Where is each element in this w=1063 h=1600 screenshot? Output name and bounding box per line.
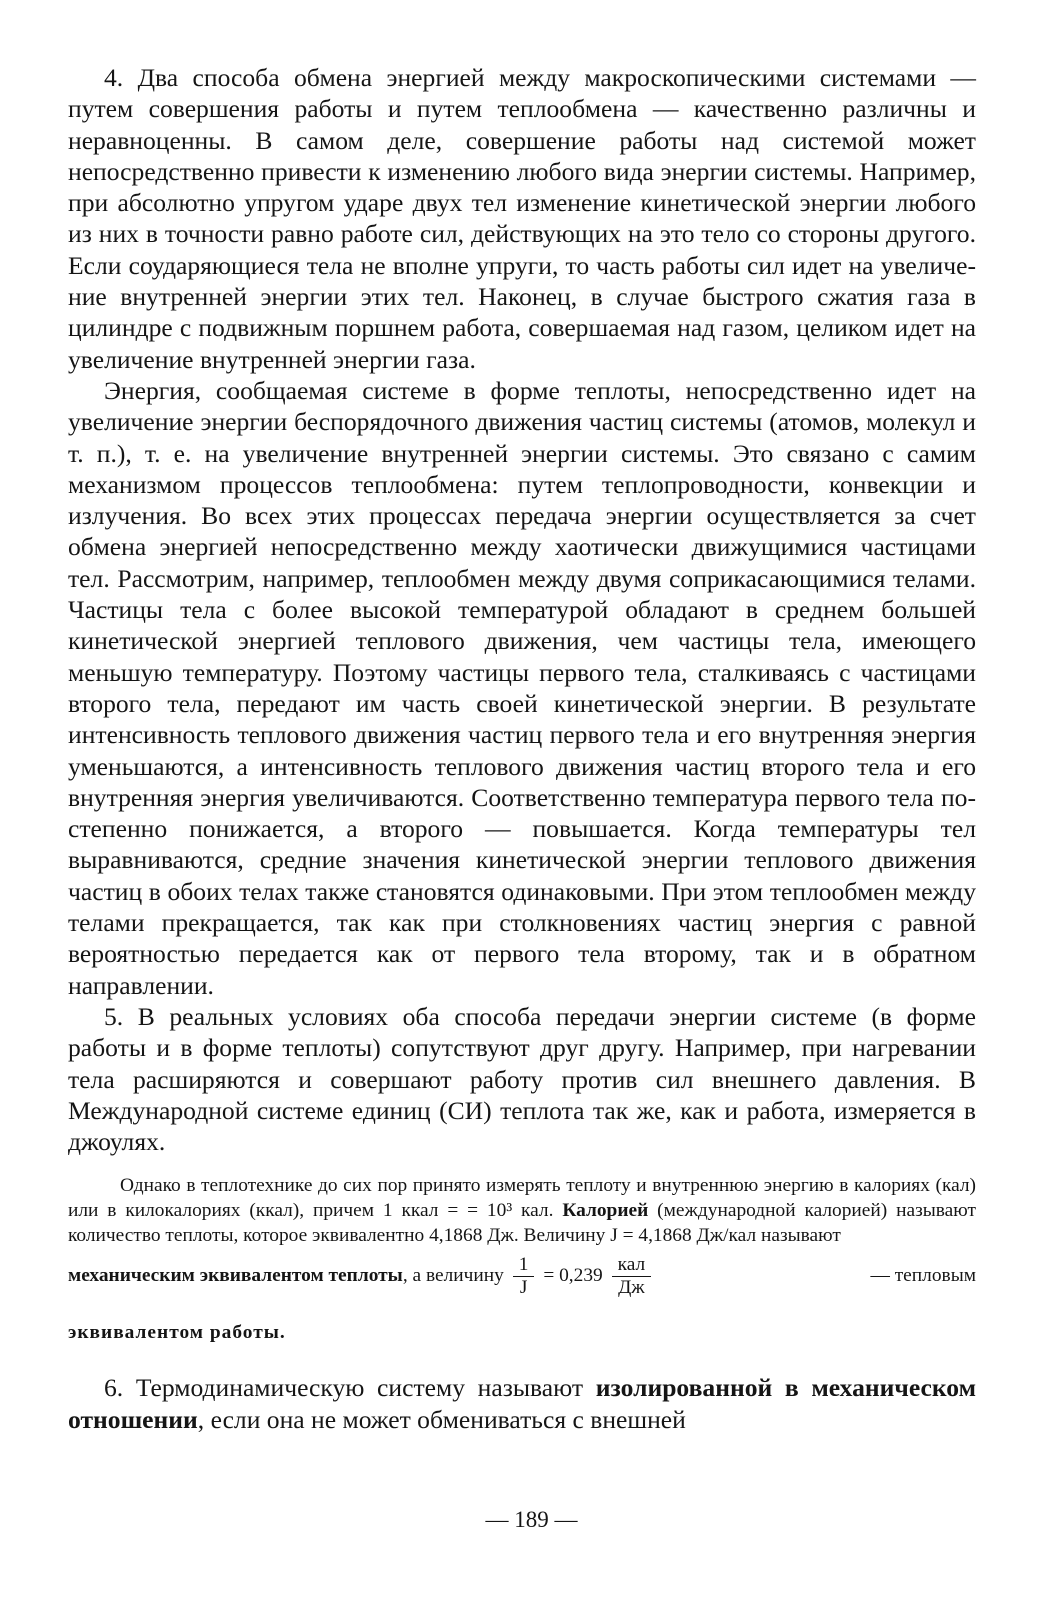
note-calorie-definition: (международной калорией) называют количество теплоты, которое эквивалентно 4,1868 Дж. Величину J = 4,1868 Дж/кал называют: [68, 1200, 976, 1247]
page-body: [68, 62, 976, 1435]
fraction-denominator: J: [519, 1276, 528, 1298]
paragraph-6-tail: , если она не может обмениваться с внешней: [197, 1404, 686, 1434]
mechanical-equivalent-term: механическим эквивалентом теплоты: [68, 1264, 403, 1286]
formula-line: [68, 1250, 976, 1302]
formula-tail: [68, 1322, 976, 1344]
unit-denominator: Дж: [618, 1276, 645, 1298]
note-calorie-term: Калорией: [562, 1200, 649, 1222]
formula-period: .: [279, 1322, 286, 1344]
page-number: — 189 —: [485, 1507, 578, 1532]
paragraph-6: [68, 1372, 976, 1435]
paragraph-5: 5. В реальных условиях оба способа передачи энергии системе (в форме работы и в форме теплоты) сопутствуют друг другу. Например, при нагревании тела расширяются и совершают работу против сил внешнего давления. В Международной системе единиц (СИ) теплота так же, как и работа, измеряется в джоулях.: [68, 1001, 976, 1157]
unit-numerator: кал: [612, 1254, 652, 1277]
small-print-note: [68, 1173, 976, 1248]
formula-equals-value: = 0,239: [543, 1264, 603, 1286]
paragraph-6-lead: 6. Термодинамическую систему называют: [104, 1373, 596, 1403]
paragraph-6-term: изолированной в механическом отношении: [68, 1373, 977, 1434]
fraction-unit: [612, 1254, 652, 1299]
paragraph-4-continued: Энергия, сообщаемая системе в форме теплоты, непосредственно идет на увеличение энергии беспорядочного движения частиц системы (атомов, молекул и т. п.), т. е. на увеличение внутренней энергии системы. Это связано с самим механизмом процессов теплообмена: путем теплопроводности, конвекции и излучения. Во всех этих процессах передача энергии осуществляется за счет обмена энергией непосредственно между хаотически движущимися частицами тел. Рассмотрим, например, теплообмен между двумя соприкасающимися телами. Частицы тела с более высокой температурой обладают в среднем большей кинетической энергией теплового движения, чем частицы тела, имеющего меньшую температуру. Поэтому частицы первого тела, сталкиваясь с частицами второго тела, передают им часть своей кинетической энергии. В результате интенсивность теплового движения частиц первого тела и его внутренняя энергия уменьшаются, а интенсивность теплового движения частиц второго тела и его внутренняя энергия увеличиваются. Соответственно температура первого тела постепенно понижается, а второго — повышается. Когда температуры тел выравниваются, средние значения кинетической энергии теплового движения частиц в обоих телах также становятся одинаковыми. При этом теплообмен между телами прекращается, так как при столкновениях частиц энергия с равной вероятностью передается как от первого тела второму, так и в обратном направлении.: [68, 375, 976, 1000]
note-lead: Однако в теплотехнике до сих пор принято измерять теплоту и внутреннюю энергию в калориях (кал) или в килокалориях (ккал), причем 1 ккал = = 10³ кал.: [68, 1175, 976, 1222]
thermal-equivalent-term: эквивалентом работы: [68, 1322, 280, 1344]
fraction-one-over-j: [513, 1254, 535, 1299]
formula-mid-text: , а величину: [402, 1264, 504, 1286]
formula-dash-text: — тепловым: [870, 1265, 976, 1287]
fraction-numerator: 1: [513, 1254, 535, 1277]
paragraph-4: 4. Два способа обмена энергией между макроскопическими системами — путем совершения работы и путем теплообмена — качественно различны и неравноценны. В самом деле, совершение работы над системой может непосредственно привести к изменению любого вида энергии системы. Например, при абсолютно упругом ударе двух тел изменение кинетической энергии любого из них в точности равно работе сил, действующих на это тело со стороны другого. Если соударяющиеся тела не вполне упруги, то часть работы сил идет на увеличение внутренней энергии этих тел. Наконец, в случае быстрого сжатия газа в цилиндре с подвижным поршнем работа, совершаемая над газом, целиком идет на увеличение внутренней энергии газа.: [68, 63, 976, 374]
